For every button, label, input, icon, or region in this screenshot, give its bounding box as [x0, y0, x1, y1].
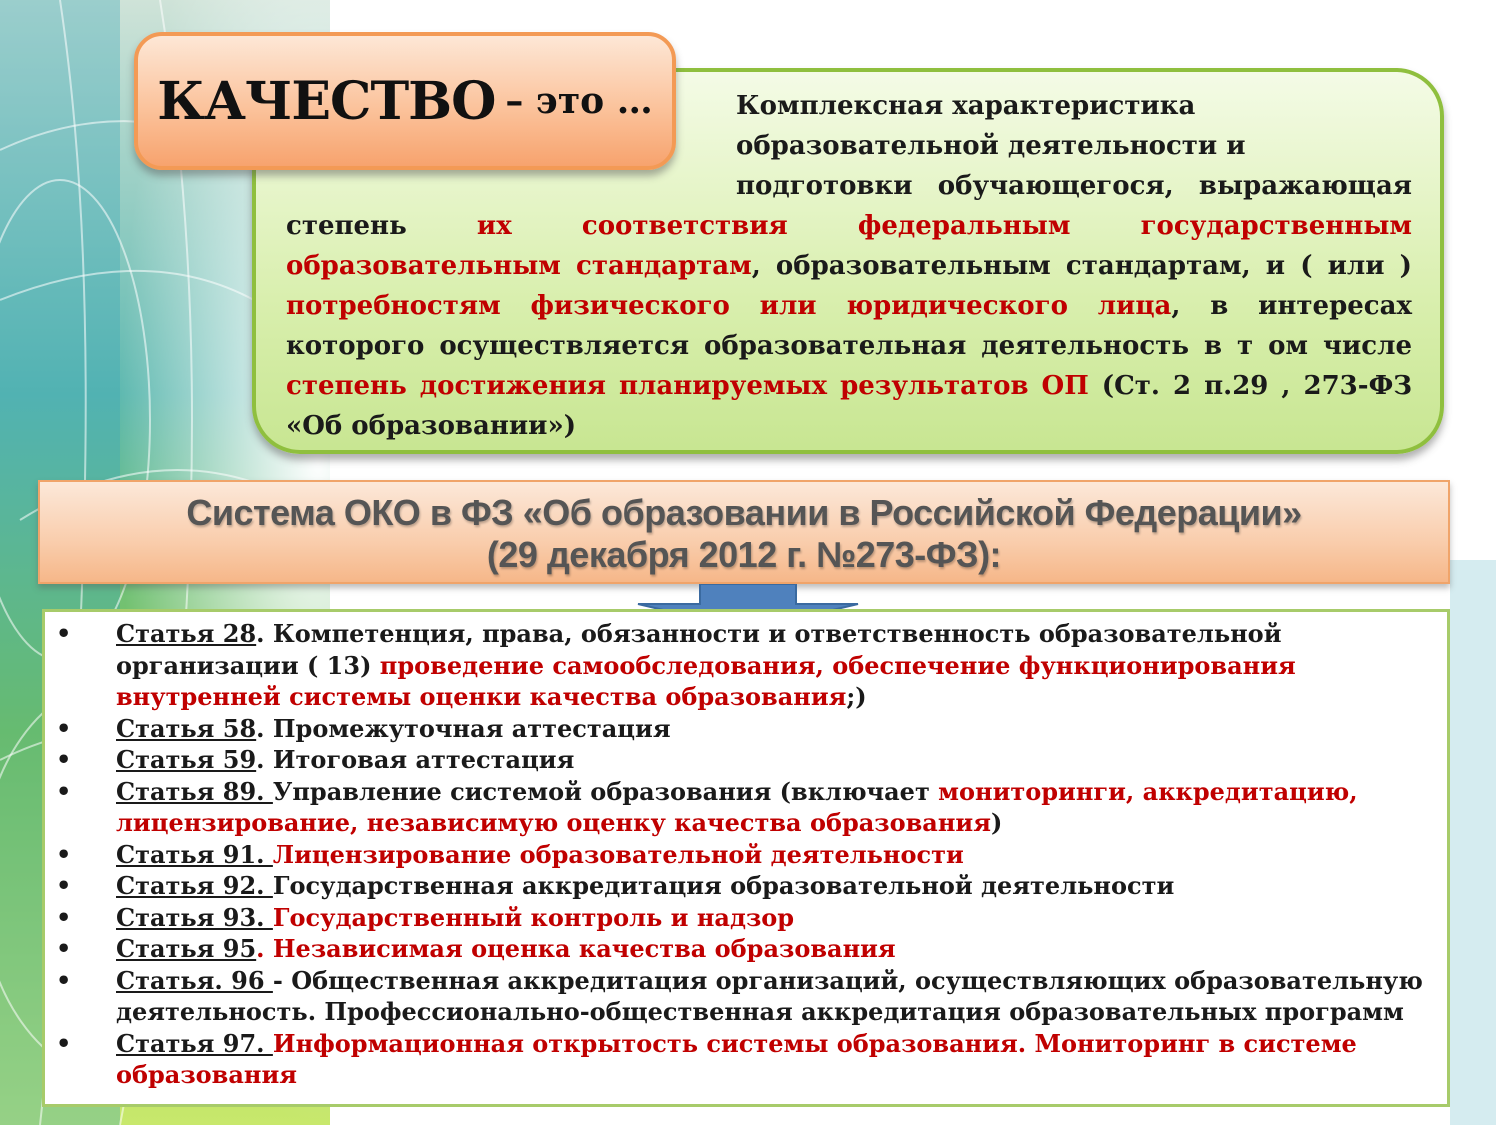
page-title: КАЧЕСТВО — [157, 70, 496, 132]
bullet-icon: • — [56, 965, 72, 995]
bullet-icon: • — [56, 776, 72, 806]
definition-part: Комплексная характеристика — [736, 91, 1196, 121]
article-ref-link[interactable]: Статья 89. — [116, 776, 273, 806]
page-title-tail: – это … — [505, 80, 653, 122]
article-highlight: Лицензирование образовательной деятельности — [272, 839, 964, 869]
definition-line-3 — [286, 166, 1412, 206]
article-ref-link[interactable]: Статья 95 — [116, 934, 257, 963]
definition-body — [286, 206, 1412, 446]
definition-part: , в интересах которого осуществляется образовательная деятельность в т ом числе — [286, 291, 1412, 361]
article-text: Государственная аккредитация образовательной деятельности — [272, 871, 1175, 900]
article-item — [56, 933, 1436, 965]
article-text: . Итоговая аттестация — [256, 745, 575, 774]
article-item — [56, 965, 1436, 1028]
definition-part: степень — [286, 211, 407, 241]
bullet-icon: • — [56, 839, 72, 869]
oko-heading-line-2: (29 декабря 2012 г. №273-ФЗ): — [486, 534, 1002, 575]
article-ref-link[interactable]: Статья 28 — [116, 619, 257, 648]
definition-part: (Ст. 2 п.29 , 273-ФЗ «Об образовании») — [286, 371, 1412, 441]
bullet-icon: • — [56, 902, 72, 932]
bullet-icon: • — [56, 619, 72, 648]
article-text: ) — [990, 808, 1003, 837]
article-text: . Промежуточная аттестация — [256, 713, 671, 743]
oko-heading-box — [38, 480, 1450, 584]
definition-highlight: потребностям физического или юридического лица — [286, 291, 1172, 321]
article-ref-link[interactable]: Статья 58 — [116, 713, 257, 743]
bullet-icon: • — [56, 745, 72, 774]
definition-part: подготовки обучающегося, выражающая — [736, 171, 1412, 201]
definition-highlight: их соответствия федеральным государственным образовательным стандартам — [286, 211, 1412, 281]
article-ref-link[interactable]: Статья 97. — [116, 1028, 273, 1058]
articles-list — [56, 618, 1436, 1091]
article-item — [56, 839, 1436, 871]
article-highlight: проведение самообследования, обеспечение функционирования внутренней системы оценки качества образования — [116, 650, 1296, 711]
article-item — [56, 776, 1436, 839]
article-item — [56, 1028, 1436, 1091]
article-text: ;) — [846, 682, 867, 711]
article-ref-link[interactable]: Статья. 96 — [116, 965, 273, 995]
article-highlight: Государственный контроль и надзор — [272, 902, 795, 932]
definition-highlight: степень достижения планируемых результатов ОП — [286, 371, 1089, 401]
article-item — [56, 618, 1436, 713]
bullet-icon: • — [56, 713, 72, 743]
article-item — [56, 744, 1436, 776]
article-item — [56, 870, 1436, 902]
article-ref-link[interactable]: Статья 93. — [116, 902, 273, 932]
bullet-icon: • — [56, 1028, 72, 1058]
article-item — [56, 902, 1436, 934]
article-text: - Общественная аккредитация организаций, осуществляющих образовательную деятельность. Профессионально-общественная аккредитация образовательных программ — [116, 965, 1423, 1026]
article-highlight: мониторинги, аккредитацию, лицензирование, независимую оценку качества образования — [116, 776, 1358, 837]
definition-part: , образовательным стандартам, и ( или ) — [751, 251, 1412, 281]
article-item — [56, 713, 1436, 745]
article-highlight: Информационная открытость системы образования. Мониторинг в системе образования — [116, 1028, 1357, 1089]
definition-part: образовательной деятельности и — [736, 131, 1246, 161]
article-text: . Компетенция, права, обязанности и ответственность образовательной организации ( 13) — [116, 619, 1282, 680]
oko-heading-line-1: Система ОКО в ФЗ «Об образовании в Российской Федерации» — [186, 492, 1302, 533]
article-ref-link[interactable]: Статья 59 — [116, 745, 257, 774]
article-highlight: . Независимая оценка качества образования — [256, 934, 896, 963]
article-ref-link[interactable]: Статья 92. — [116, 871, 273, 900]
title-box — [134, 32, 676, 170]
bullet-icon: • — [56, 934, 72, 963]
article-ref-link[interactable]: Статья 91. — [116, 839, 273, 869]
article-text: Управление системой образования (включает — [272, 776, 939, 806]
bullet-icon: • — [56, 871, 72, 900]
